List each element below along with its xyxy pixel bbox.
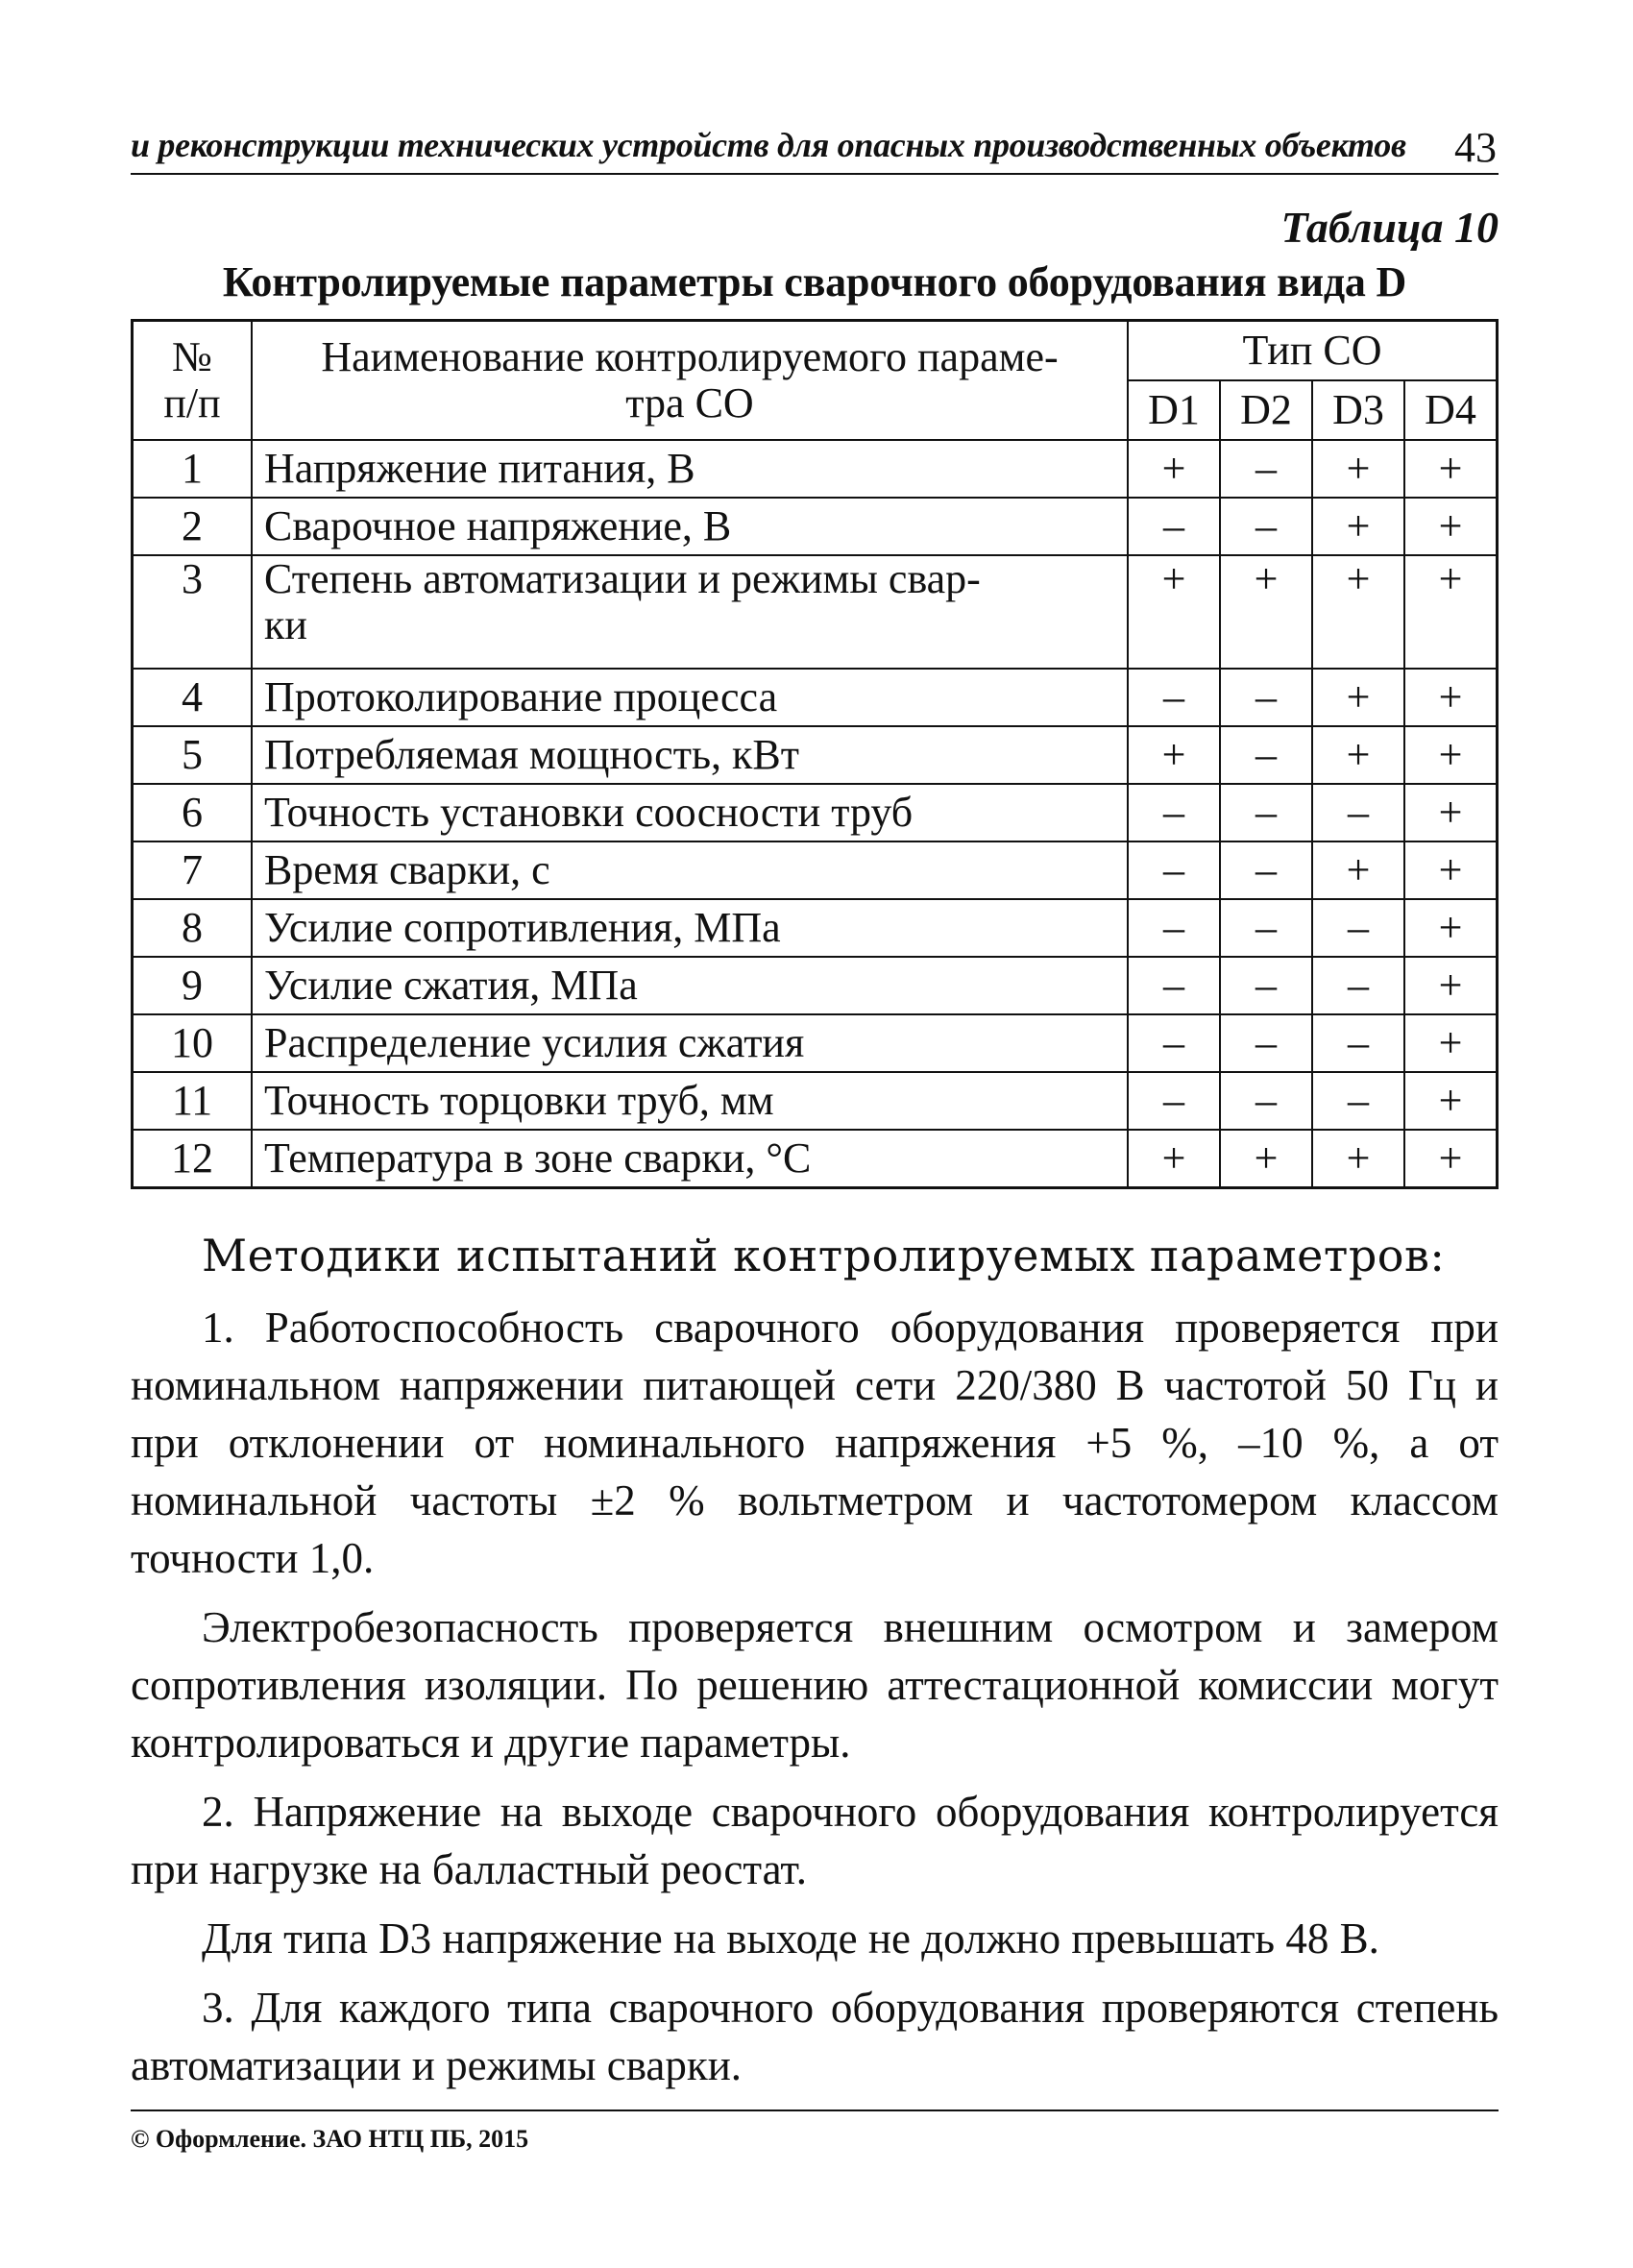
mark-d1: – — [1128, 841, 1220, 899]
parameter-name: Потребляемая мощность, кВт — [252, 726, 1128, 784]
header-type-d3: D3 — [1312, 380, 1404, 440]
mark-d2: – — [1220, 1014, 1312, 1072]
row-number: 9 — [133, 957, 253, 1014]
mark-d1: – — [1128, 1014, 1220, 1072]
table-row — [133, 555, 1498, 669]
mark-d2: – — [1220, 899, 1312, 957]
mark-d3: + — [1312, 440, 1404, 498]
table-row — [133, 1072, 1498, 1130]
mark-d3: – — [1312, 1072, 1404, 1130]
row-number: 7 — [133, 841, 253, 899]
paragraph: Для типа D3 напряжение на выходе не должно превышать 48 В. — [202, 1914, 1379, 1963]
table-row — [133, 498, 1498, 555]
mark-d1: – — [1128, 784, 1220, 841]
row-number: 4 — [133, 669, 253, 726]
mark-d4: + — [1404, 440, 1498, 498]
row-number: 6 — [133, 784, 253, 841]
mark-d4: + — [1404, 1130, 1498, 1188]
mark-d2: – — [1220, 841, 1312, 899]
footer-copyright: © Оформление. ЗАО НТЦ ПБ, 2015 — [131, 2125, 529, 2153]
mark-d1: + — [1128, 1130, 1220, 1188]
paragraph: 3. Для каждого типа сварочного оборудования проверяются степень автоматизации и режимы сварки. — [131, 1984, 1499, 2089]
mark-d4: + — [1404, 1014, 1498, 1072]
parameter-name: Точность торцовки труб, мм — [252, 1072, 1128, 1130]
mark-d2: – — [1220, 1072, 1312, 1130]
table-row — [133, 440, 1498, 498]
parameter-name: Степень автоматизации и режимы свар- ки — [252, 555, 1128, 669]
row-number: 2 — [133, 498, 253, 555]
mark-d4: + — [1404, 1072, 1498, 1130]
table-label: Таблица 10 — [1280, 203, 1499, 252]
mark-d2: – — [1220, 440, 1312, 498]
mark-d3: + — [1312, 555, 1404, 669]
header-type-d1: D1 — [1128, 380, 1220, 440]
parameter-name: Точность установки соосности труб — [252, 784, 1128, 841]
table-title: Контролируемые параметры сварочного оборудования вида D — [222, 258, 1407, 305]
mark-d3: + — [1312, 498, 1404, 555]
parameter-name: Напряжение питания, В — [252, 440, 1128, 498]
mark-d2: + — [1220, 1130, 1312, 1188]
parameter-name: Усилие сопротивления, МПа — [252, 899, 1128, 957]
row-number: 1 — [133, 440, 253, 498]
mark-d1: – — [1128, 899, 1220, 957]
mark-d2: – — [1220, 498, 1312, 555]
mark-d2: – — [1220, 669, 1312, 726]
mark-d3: – — [1312, 957, 1404, 1014]
footer-rule — [131, 2109, 1499, 2111]
row-number: 8 — [133, 899, 253, 957]
parameter-name: Усилие сжатия, МПа — [252, 957, 1128, 1014]
header-type-d4: D4 — [1404, 380, 1498, 440]
mark-d4: + — [1404, 784, 1498, 841]
table-row — [133, 899, 1498, 957]
mark-d2: – — [1220, 957, 1312, 1014]
mark-d1: + — [1128, 726, 1220, 784]
mark-d2: – — [1220, 784, 1312, 841]
mark-d1: – — [1128, 1072, 1220, 1130]
header-type-group: Тип СО — [1128, 321, 1498, 381]
parameter-name: Сварочное напряжение, В — [252, 498, 1128, 555]
parameter-name: Время сварки, с — [252, 841, 1128, 899]
mark-d1: – — [1128, 669, 1220, 726]
mark-d4: + — [1404, 957, 1498, 1014]
parameter-name: Распределение усилия сжатия — [252, 1014, 1128, 1072]
mark-d1: – — [1128, 498, 1220, 555]
table-row — [133, 957, 1498, 1014]
mark-d3: – — [1312, 784, 1404, 841]
mark-d2: – — [1220, 726, 1312, 784]
page-number: 43 — [1454, 124, 1497, 171]
parameters-table — [131, 319, 1499, 1189]
running-header-title: и реконструкции технических устройств для опасных производственных объектов — [131, 126, 1406, 164]
mark-d4: + — [1404, 555, 1498, 669]
row-number: 5 — [133, 726, 253, 784]
mark-d4: + — [1404, 899, 1498, 957]
mark-d3: – — [1312, 899, 1404, 957]
page-header — [131, 123, 1499, 175]
row-number: 3 — [133, 555, 253, 669]
header-name: Наименование контролируемого параме- тра СО — [252, 321, 1128, 441]
mark-d1: + — [1128, 440, 1220, 498]
mark-d3: + — [1312, 726, 1404, 784]
mark-d2: + — [1220, 555, 1312, 669]
paragraph: Электробезопасность проверяется внешним осмотром и замером сопротивления изоляции. По решению аттестационной комиссии могут контролироваться и другие параметры. — [131, 1603, 1499, 1767]
section-heading: Методики испытаний контролируемых параметров: — [202, 1230, 1446, 1281]
table-row — [133, 1130, 1498, 1188]
table-row — [133, 1014, 1498, 1072]
table-row — [133, 841, 1498, 899]
mark-d1: + — [1128, 555, 1220, 669]
mark-d4: + — [1404, 841, 1498, 899]
mark-d4: + — [1404, 726, 1498, 784]
paragraph: 1. Работоспособность сварочного оборудования проверяется при номинальном напряжении питающей сети 220/380 В частотой 50 Гц и при отклонении от номинального напряжения +5 %, –10 %, а от номинальной частоты ±2 % вольтметром и частотомером классом точности 1,0. — [131, 1304, 1499, 1582]
mark-d3: + — [1312, 1130, 1404, 1188]
table-header-row — [133, 321, 1498, 381]
mark-d3: + — [1312, 669, 1404, 726]
table-row — [133, 784, 1498, 841]
table-row — [133, 669, 1498, 726]
paragraph: 2. Напряжение на выходе сварочного оборудования контролируется при нагрузке на балластный реостат. — [131, 1788, 1499, 1893]
header-num: № п/п — [133, 321, 253, 441]
mark-d1: – — [1128, 957, 1220, 1014]
table-body — [133, 440, 1498, 1188]
mark-d4: + — [1404, 498, 1498, 555]
body-text — [131, 1299, 1499, 2094]
parameter-name: Протоколирование процесса — [252, 669, 1128, 726]
mark-d4: + — [1404, 669, 1498, 726]
mark-d3: + — [1312, 841, 1404, 899]
parameter-name: Температура в зоне сварки, °С — [252, 1130, 1128, 1188]
row-number: 10 — [133, 1014, 253, 1072]
row-number: 12 — [133, 1130, 253, 1188]
row-number: 11 — [133, 1072, 253, 1130]
table-row — [133, 726, 1498, 784]
mark-d3: – — [1312, 1014, 1404, 1072]
header-type-d2: D2 — [1220, 380, 1312, 440]
